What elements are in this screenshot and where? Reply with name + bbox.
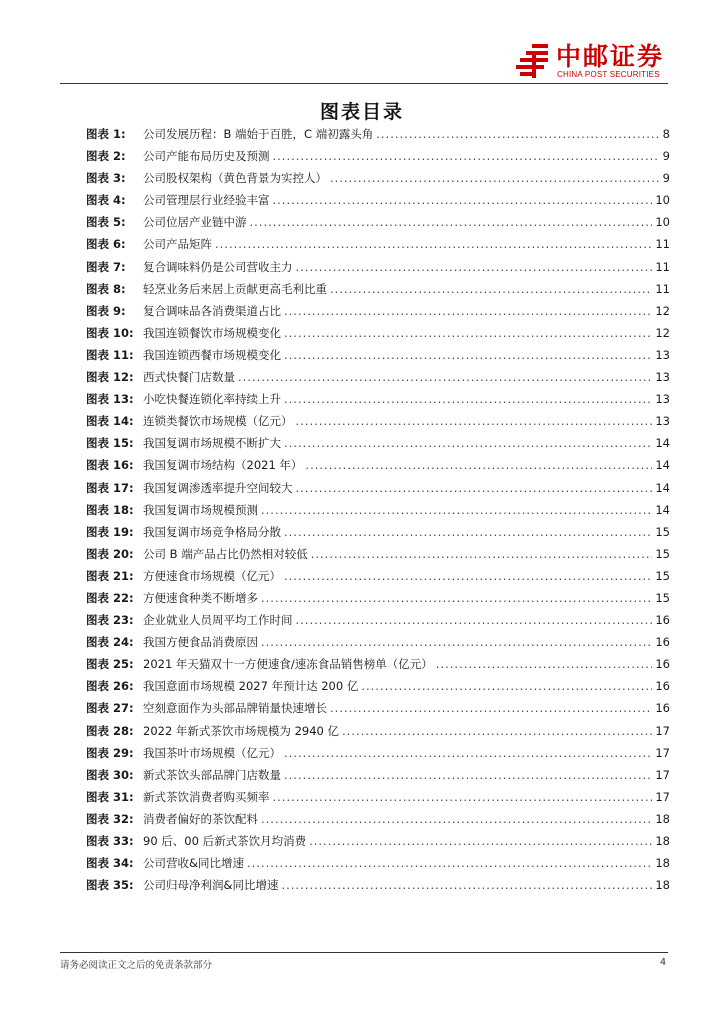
toc-dot-leader	[284, 569, 652, 583]
toc-entry-page: 18	[655, 856, 670, 871]
brand-name-cn: 中邮证券	[556, 42, 665, 71]
toc-entry-title: 我国方便食品消费原因	[143, 635, 258, 650]
toc-entry[interactable]	[86, 236, 670, 258]
toc-entry[interactable]	[86, 435, 670, 457]
toc-entry-label: 图表 31:	[86, 789, 134, 804]
toc-entry-page: 13	[655, 414, 670, 429]
toc-entry-title: 方便速食种类不断增多	[143, 590, 258, 605]
toc-dot-leader	[436, 657, 653, 671]
toc-entry[interactable]	[86, 192, 670, 214]
toc-entry-page: 15	[655, 524, 670, 539]
toc-entry-label: 图表 13:	[86, 392, 134, 407]
toc-entry-label: 图表 12:	[86, 370, 134, 385]
toc-entry-label: 图表 35:	[86, 878, 134, 893]
toc-entry[interactable]	[86, 325, 670, 347]
toc-entry-page: 9	[662, 171, 670, 186]
toc-entry-page: 13	[655, 347, 670, 362]
toc-entry-page: 16	[655, 635, 670, 650]
toc-entry-label: 图表 34:	[86, 856, 134, 871]
toc-entry-label: 图表 2:	[86, 149, 126, 164]
toc-entry[interactable]	[86, 877, 670, 899]
toc-entry-label: 图表 10:	[86, 325, 134, 340]
toc-entry-label: 图表 21:	[86, 568, 134, 583]
toc-entry-title: 公司发展历程：B 端始于百胜，C 端初露头角	[143, 127, 374, 141]
toc-entry-title: 我国复调市场竞争格局分散	[143, 524, 281, 539]
toc-entry-page: 10	[655, 193, 670, 208]
toc-entry-page: 15	[655, 590, 670, 605]
toc-entry[interactable]	[86, 480, 670, 502]
toc-entry-title: 公司 B 端产品占比仍然相对较低	[143, 546, 308, 561]
toc-entry[interactable]	[86, 833, 670, 855]
toc-entry[interactable]	[86, 612, 670, 634]
page-number: 4	[659, 957, 666, 968]
toc-entry[interactable]	[86, 148, 670, 170]
toc-entry-title: 公司归母净利润&同比增速	[143, 878, 279, 893]
toc-entry-title: 新式茶饮消费者购买频率	[143, 789, 270, 804]
toc-entry-title: 我国复调市场结构（2021 年）	[143, 458, 303, 473]
toc-entry-title: 我国连锁西餐市场规模变化	[143, 347, 281, 362]
toc-entry-title: 我国连锁餐饮市场规模变化	[143, 325, 281, 340]
toc-dot-leader	[261, 812, 652, 826]
toc-entry-page: 15	[655, 568, 670, 583]
toc-entry-page: 17	[655, 723, 670, 738]
toc-dot-leader	[284, 436, 652, 450]
toc-entry[interactable]	[86, 546, 670, 568]
toc-dot-leader	[247, 856, 652, 870]
toc-entry-page: 18	[655, 834, 670, 848]
toc-entry-label: 图表 22:	[86, 590, 134, 605]
toc-entry[interactable]	[86, 502, 670, 524]
toc-entry[interactable]	[86, 413, 670, 435]
toc-entry-label: 图表 1:	[86, 127, 126, 141]
toc-entry[interactable]	[86, 656, 670, 678]
footer-divider	[60, 952, 668, 953]
toc-entry-label: 图表 18:	[86, 502, 134, 517]
toc-dot-leader	[296, 414, 653, 428]
toc-entry-title: 2021 年天猫双十一方便速食/速冻食品销售榜单（亿元）	[143, 657, 433, 672]
toc-entry-page: 11	[655, 259, 670, 274]
toc-entry-label: 图表 27:	[86, 701, 134, 716]
toc-dot-leader	[330, 171, 660, 185]
toc-dot-leader	[284, 525, 652, 539]
toc-entry[interactable]	[86, 723, 670, 745]
toc-entry-page: 16	[655, 613, 670, 628]
toc-entry-label: 图表 15:	[86, 436, 134, 451]
toc-dot-leader	[215, 237, 652, 251]
toc-entry[interactable]	[86, 391, 670, 413]
toc-entry-page: 18	[655, 811, 670, 826]
toc-entry-label: 图表 14:	[86, 414, 134, 429]
toc-entry-title: 我国复调市场规模预测	[143, 502, 258, 517]
toc-entry[interactable]	[86, 170, 670, 192]
toc-dot-leader	[284, 326, 652, 340]
toc-entry-title: 小吃快餐连锁化率持续上升	[143, 392, 281, 407]
toc-entry-title: 我国复调市场规模不断扩大	[143, 436, 281, 451]
toc-entry-title: 空刻意面作为头部品牌销量快速增长	[143, 701, 327, 716]
toc-entry-page: 16	[655, 657, 670, 672]
toc-entry[interactable]	[86, 281, 670, 303]
toc-entry-title: 新式茶饮头部品牌门店数量	[143, 767, 281, 782]
toc-entry-label: 图表 29:	[86, 745, 134, 760]
toc-entry-page: 9	[662, 149, 670, 164]
toc-entry-title: 复合调味料仍是公司营收主力	[143, 259, 293, 274]
toc-entry-title: 我国复调渗透率提升空间较大	[143, 480, 293, 495]
toc-entry-title: 2022 年新式茶饮市场规模为 2940 亿	[143, 723, 339, 738]
china-post-logo-icon	[516, 44, 550, 78]
toc-entry-label: 图表 11:	[86, 347, 134, 362]
toc-entry-page: 18	[655, 878, 670, 893]
toc-entry[interactable]	[86, 634, 670, 656]
toc-entry-page: 10	[655, 215, 670, 230]
toc-dot-leader	[273, 193, 653, 207]
toc-entry-page: 11	[655, 281, 670, 296]
toc-entry-label: 图表 25:	[86, 657, 134, 672]
toc-entry-page: 14	[655, 480, 670, 495]
toc-entry-page: 13	[655, 392, 670, 407]
toc-entry-label: 图表 17:	[86, 480, 134, 495]
toc-dot-leader	[284, 768, 652, 782]
toc-dot-leader	[342, 724, 652, 738]
brand-name-en: CHINA POST SECURITIES	[557, 70, 660, 79]
toc-entry[interactable]	[86, 259, 670, 281]
toc-entry-label: 图表 7:	[86, 259, 126, 274]
toc-entry-label: 图表 4:	[86, 193, 126, 208]
toc-entry-page: 14	[655, 436, 670, 451]
toc-dot-leader	[305, 458, 652, 472]
toc-list	[86, 126, 670, 899]
toc-entry-page: 11	[655, 237, 670, 252]
toc-entry[interactable]	[86, 568, 670, 590]
toc-entry-page: 12	[655, 303, 670, 318]
toc-entry-title: 公司营收&同比增速	[143, 856, 244, 871]
toc-dot-leader	[284, 348, 652, 362]
toc-dot-leader	[250, 215, 653, 229]
toc-entry-page: 17	[655, 767, 670, 782]
toc-dot-leader	[284, 392, 652, 406]
toc-entry[interactable]	[86, 767, 670, 789]
toc-entry-label: 图表 20:	[86, 546, 134, 561]
toc-entry-title: 公司产能布局历史及预测	[143, 149, 270, 164]
toc-dot-leader	[376, 127, 659, 141]
toc-entry-page: 16	[655, 701, 670, 716]
toc-entry-page: 12	[655, 325, 670, 340]
toc-entry-title: 公司股权架构（黄色背景为实控人）	[143, 171, 327, 186]
toc-entry[interactable]	[86, 303, 670, 325]
toc-entry[interactable]	[86, 700, 670, 722]
toc-entry-label: 图表 24:	[86, 635, 134, 650]
toc-entry-title: 公司位居产业链中游	[143, 215, 247, 230]
toc-entry-title: 消费者偏好的茶饮配料	[143, 811, 258, 826]
toc-dot-leader	[361, 679, 652, 693]
toc-dot-leader	[273, 790, 653, 804]
toc-entry[interactable]	[86, 524, 670, 546]
toc-dot-leader	[309, 834, 652, 848]
toc-entry-title: 轻烹业务后来居上贡献更高毛利比重	[143, 281, 327, 296]
toc-dot-leader	[273, 149, 660, 163]
toc-entry[interactable]	[86, 457, 670, 479]
toc-entry-page: 13	[655, 370, 670, 385]
toc-dot-leader	[296, 481, 653, 495]
toc-dot-leader	[284, 304, 652, 318]
toc-entry-label: 图表 33:	[86, 834, 134, 848]
toc-entry[interactable]	[86, 811, 670, 833]
toc-dot-leader	[261, 503, 652, 517]
toc-dot-leader	[296, 613, 653, 627]
toc-entry-label: 图表 26:	[86, 679, 134, 694]
toc-entry-title: 企业就业人员周平均工作时间	[143, 613, 293, 628]
toc-dot-leader	[261, 591, 652, 605]
footer-disclaimer: 请务必阅读正文之后的免责条款部分	[60, 960, 213, 971]
toc-entry-page: 17	[655, 745, 670, 760]
toc-entry-page: 15	[655, 546, 670, 561]
toc-entry-page: 8	[662, 127, 670, 141]
toc-entry-label: 图表 19:	[86, 524, 134, 539]
toc-entry-label: 图表 8:	[86, 281, 126, 296]
toc-entry-label: 图表 16:	[86, 458, 134, 473]
toc-title: 图表目录	[319, 101, 404, 123]
toc-entry-title: 连锁类餐饮市场规模（亿元）	[143, 414, 293, 429]
toc-dot-leader	[284, 746, 652, 760]
toc-dot-leader	[311, 547, 653, 561]
header-divider	[60, 83, 668, 84]
toc-entry[interactable]	[86, 855, 670, 877]
page-header	[0, 0, 724, 90]
toc-entry-label: 图表 6:	[86, 237, 126, 252]
toc-entry-label: 图表 30:	[86, 767, 134, 782]
toc-dot-leader	[238, 370, 652, 384]
toc-dot-leader	[330, 282, 652, 296]
toc-entry-title: 90 后、00 后新式茶饮月均消费	[143, 834, 307, 848]
toc-entry[interactable]	[86, 678, 670, 700]
toc-entry-title: 公司产品矩阵	[143, 237, 212, 252]
toc-entry-title: 西式快餐门店数量	[143, 370, 235, 385]
toc-entry-title: 方便速食市场规模（亿元）	[143, 568, 281, 583]
toc-entry-page: 17	[655, 789, 670, 804]
toc-entry-label: 图表 23:	[86, 613, 134, 628]
toc-entry-page: 16	[655, 679, 670, 694]
toc-dot-leader	[261, 635, 652, 649]
toc-dot-leader	[330, 701, 652, 715]
toc-entry-page: 14	[655, 502, 670, 517]
toc-entry-label: 图表 32:	[86, 811, 134, 826]
toc-entry-title: 公司管理层行业经验丰富	[143, 193, 270, 208]
toc-entry-title: 我国茶叶市场规模（亿元）	[143, 745, 281, 760]
toc-entry-title: 我国意面市场规模 2027 年预计达 200 亿	[143, 679, 359, 694]
toc-entry-label: 图表 5:	[86, 215, 126, 230]
toc-entry[interactable]	[86, 789, 670, 811]
toc-entry[interactable]	[86, 126, 670, 148]
toc-entry-title: 复合调味品各消费渠道占比	[143, 303, 281, 318]
toc-entry[interactable]	[86, 347, 670, 369]
toc-dot-leader	[296, 260, 653, 274]
toc-entry[interactable]	[86, 745, 670, 767]
toc-entry[interactable]	[86, 369, 670, 391]
toc-entry-page: 14	[655, 458, 670, 473]
toc-entry-label: 图表 3:	[86, 171, 126, 186]
toc-entry-label: 图表 28:	[86, 723, 134, 738]
toc-entry-label: 图表 9:	[86, 303, 126, 318]
toc-entry[interactable]	[86, 590, 670, 612]
toc-dot-leader	[281, 878, 652, 892]
toc-entry[interactable]	[86, 214, 670, 236]
